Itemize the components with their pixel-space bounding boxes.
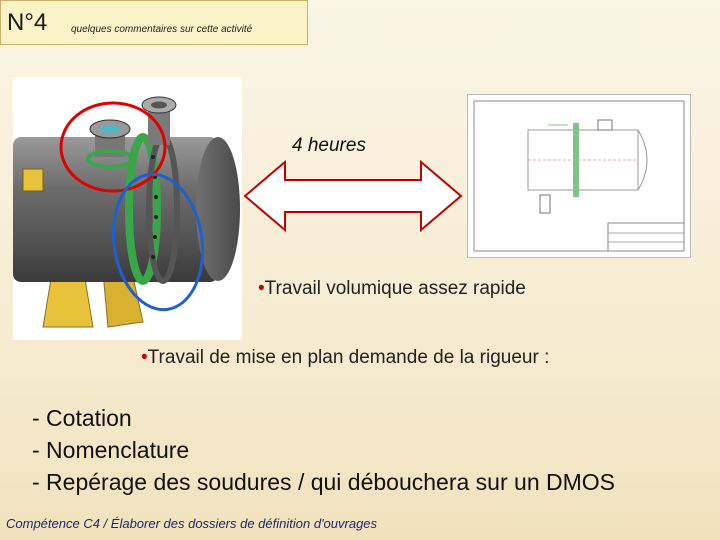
drawing-2d-image	[467, 94, 691, 258]
bullet-volumique	[258, 278, 526, 300]
list-item: - Nomenclature	[32, 437, 190, 463]
bullet-icon: •	[141, 347, 148, 368]
competence-footer: Compétence C4 / Élaborer des dossiers de définition d'ouvrages	[6, 516, 378, 531]
title-box	[0, 0, 308, 45]
bullet-icon: •	[258, 278, 265, 299]
list-item: - Cotation	[32, 405, 132, 431]
bullet-volumique-text: Travail volumique assez rapide	[264, 278, 526, 299]
slide-number: N°4	[7, 9, 48, 36]
bullet-mise-en-plan	[141, 347, 549, 369]
list-item: - Repérage des soudures / qui débouchera sur un DMOS	[32, 469, 615, 495]
vessel-3d-image	[13, 77, 242, 340]
bullet-mise-en-plan-text: Travail de mise en plan demande de la rigueur :	[147, 347, 550, 368]
requirements-list	[32, 402, 615, 498]
duration-label: 4 heures	[292, 135, 366, 156]
double-arrow-icon	[243, 160, 463, 232]
slide-subtitle: quelques commentaires sur cette activité	[71, 24, 253, 35]
